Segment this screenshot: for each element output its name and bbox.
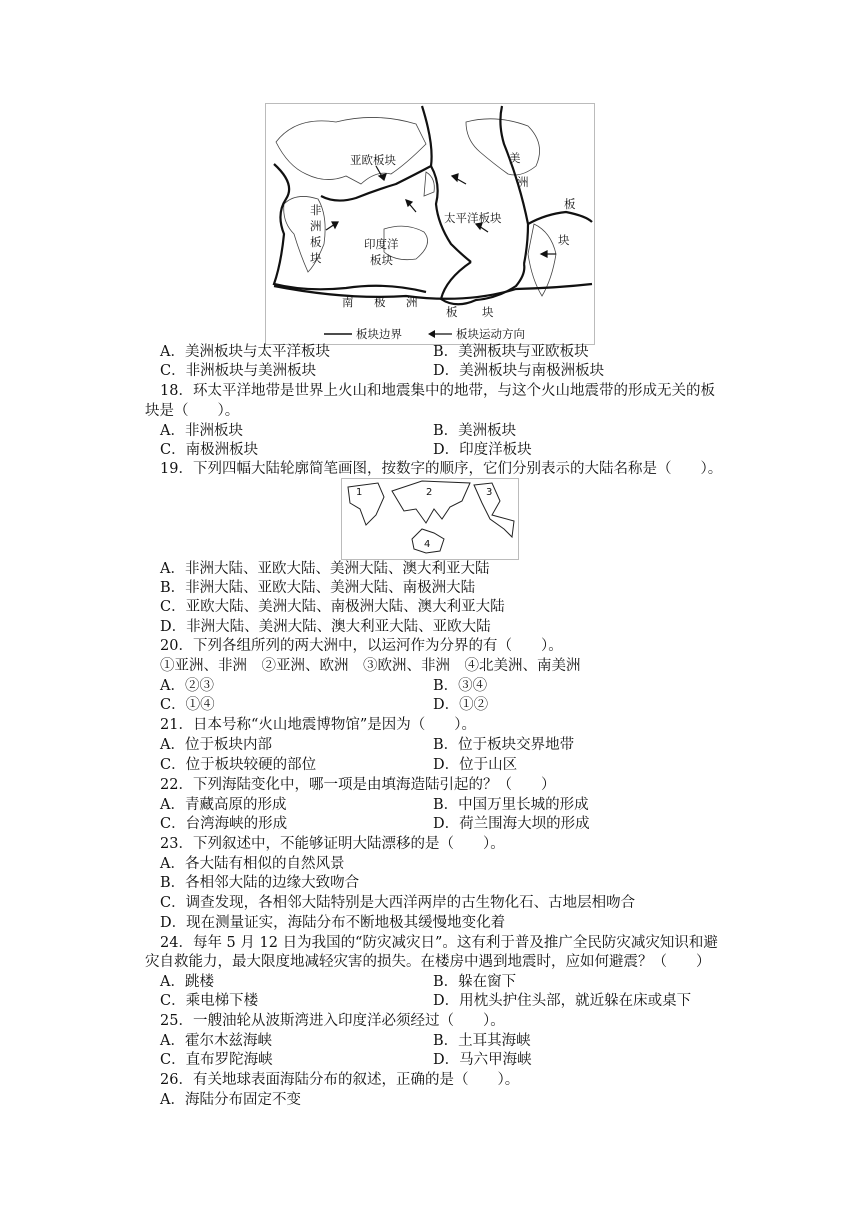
q19-option-d: D．非洲大陆、美洲大陆、澳大利亚大陆、亚欧大陆 [160,619,491,635]
plate-map-svg [266,104,594,344]
q25-stem: 25．一艘油轮从波斯湾进入印度洋必须经过（ ）。 [160,1013,505,1029]
q25-option-a: A．霍尔木兹海峡 [160,1033,272,1049]
cont-label-1: 1 [356,487,363,498]
q19-option-b: B．非洲大陆、亚欧大陆、美洲大陆、南极洲大陆 [160,580,476,596]
cont-label-3: 3 [486,487,493,498]
label-american-3: 板 [564,197,576,211]
q25-option-c: C．直布罗陀海峡 [160,1052,273,1068]
q24-option-d: D．用枕头护住头部，就近躲在床或桌下 [433,993,692,1009]
q22-option-b: B．中国万里长城的形成 [433,797,589,813]
continent-outline-figure [341,478,519,560]
q24-option-a: A．跳楼 [160,974,214,990]
q21-option-b: B．位于板块交界地带 [433,737,575,753]
q18-option-c: C．南极洲板块 [160,442,259,458]
q23-option-a: A．各大陆有相似的自然风景 [160,856,345,872]
q20-option-a: A．②③ [160,678,214,694]
label-american-2: 洲 [517,175,529,189]
label-american-4: 块 [558,233,570,247]
label-african-4: 块 [310,251,322,265]
label-antarctic-3: 洲 [406,295,418,309]
continent-outline-svg [342,479,518,559]
q20-stem: 20．下列各组所列的两大洲中，以运河作为分界的有（ ）。 [160,638,563,654]
q18-option-d: D．印度洋板块 [433,442,532,458]
q20-option-d: D．①② [433,697,489,713]
q19-option-a: A．非洲大陆、亚欧大陆、美洲大陆、澳大利亚大陆 [160,561,490,577]
q22-option-a: A．青藏高原的形成 [160,797,287,813]
q23-stem: 23．下列叙述中，不能够证明大陆漂移的是（ ）。 [160,836,505,852]
q22-option-c: C．台湾海峡的形成 [160,816,288,832]
q18-option-a: A．非洲板块 [160,423,243,439]
q19-option-c: C．亚欧大陆、美洲大陆、南极洲大陆、澳大利亚大陆 [160,599,505,615]
q19-stem: 19．下列四幅大陆轮廓简笔画图，按数字的顺序，它们分别表示的大陆名称是（ ）。 [160,461,723,477]
q22-stem: 22．下列海陆变化中，哪一项是由填海造陆引起的？（ ） [160,777,556,793]
label-african-plate [310,203,322,265]
q18-stem-2: 块是（ ）。 [145,403,240,419]
label-african-1: 非 [310,203,322,217]
q26-option-a: A．海陆分布固定不变 [160,1092,301,1108]
q17-option-b: B．美洲板块与亚欧板块 [433,344,589,360]
q21-option-d: D．位于山区 [433,757,518,773]
q24-stem-1: 24．每年 5 月 12 日为我国的“防灾减灾日”。这有利于普及推广全民防灾减灾知识和避 [160,935,718,951]
label-african-2: 洲 [310,219,322,233]
q24-stem-2: 灾自救能力，最大限度地减轻灾害的损失。在楼房中遇到地震时，应如何避震？（ ） [145,954,711,970]
label-american-plate [509,151,576,247]
q20-option-c: C．①④ [160,697,215,713]
q17-option-c: C．非洲板块与美洲板块 [160,363,317,379]
q26-stem: 26．有关地球表面海陆分布的叙述，正确的是（ ）。 [160,1072,520,1088]
q24-option-c: C．乘电梯下楼 [160,993,259,1009]
plate-boundaries [274,106,592,304]
q18-option-b: B．美洲板块 [433,423,517,439]
q17-option-d: D．美洲板块与南极洲板块 [433,363,605,379]
continent-shape-1 [348,483,384,525]
label-african-3: 板 [310,235,322,249]
label-eurasian-plate: 亚欧板块 [350,153,396,167]
label-antarctic-5: 块 [482,305,494,319]
label-american-1: 美 [509,151,521,165]
q24-option-b: B．躲在窗下 [433,974,517,990]
cont-label-2: 2 [426,487,433,498]
q25-option-b: B．土耳其海峡 [433,1033,531,1049]
plate-tectonics-map [265,103,595,345]
q23-option-b: B．各相邻大陆的边缘大致吻合 [160,875,360,891]
q21-stem: 21．日本号称“火山地震博物馆”是因为（ ）。 [160,717,477,733]
q25-option-d: D．马六甲海峡 [433,1052,532,1068]
legend-direction: 板块运动方向 [456,327,525,341]
label-indian-2: 板块 [370,253,393,267]
label-antarctic-2: 极 [374,295,386,309]
q18-stem-1: 18．环太平洋地带是世界上火山和地震集中的地带，与这个火山地震带的形成无关的板 [160,383,715,399]
continent-shape-3 [474,483,514,537]
q21-option-a: A．位于板块内部 [160,737,272,753]
q21-option-c: C．位于板块较硬的部位 [160,757,317,773]
label-indian-plate [364,237,399,267]
label-antarctic-4: 板 [446,305,458,319]
map-legend [324,327,525,341]
q20-items: ①亚洲、非洲 ②亚洲、欧洲 ③欧洲、非洲 ④北美洲、南美洲 [160,658,581,674]
q17-option-a: A．美洲板块与太平洋板块 [160,344,330,360]
q23-option-d: D．现在测量证实，海陆分布不断地极其缓慢地变化着 [160,915,506,931]
label-indian-1: 印度洋 [364,237,399,251]
q22-option-d: D．荷兰围海大坝的形成 [433,816,590,832]
q20-option-b: B．③④ [433,678,488,694]
label-antarctic-1: 南 [342,295,354,309]
label-pacific-plate: 太平洋板块 [444,211,502,225]
cont-label-4: 4 [424,539,431,550]
legend-boundary: 板块边界 [356,327,402,341]
q23-option-c: C．调查发现，各相邻大陆特别是大西洋两岸的古生物化石、古地层相吻合 [160,895,636,911]
